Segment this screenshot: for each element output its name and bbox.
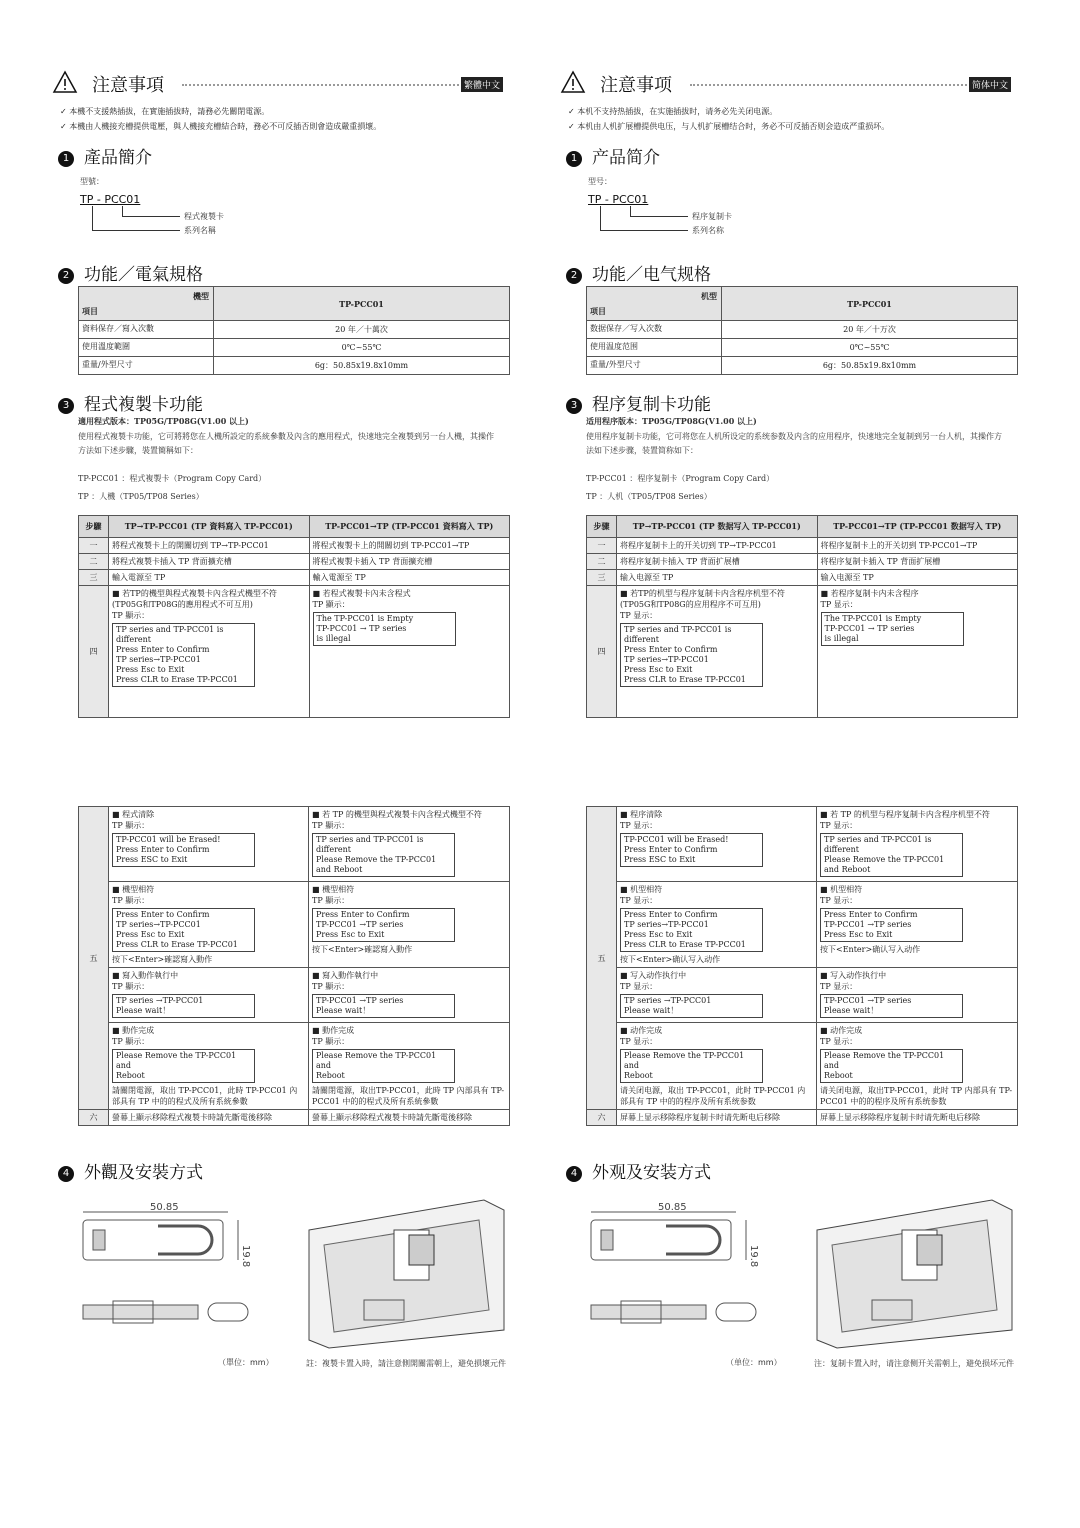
tp-install-illustration [304,1190,509,1350]
screen-line: Press ESC to Exit [624,855,696,864]
screen-line: Reboot [624,1071,653,1080]
spec-corner: 机型 项目 [587,287,722,321]
tp-screen-message [112,1049,255,1083]
tp-screen-message [620,833,763,867]
cell-text: (TP05G和TP08G的应用程序不可互用) [620,600,761,609]
tp-screen-message [312,994,455,1018]
cell-text: ■ 机型相符 [620,885,663,894]
tp-screen-message [620,1049,763,1083]
screen-line: Please Remove the TP-PCC01 and [624,1051,745,1070]
tp-screen-message [112,833,255,867]
table-row: 六 螢幕上顯示移除程式複製卡時請先斷電後移除 螢幕上顯示移除程式複製卡時請先斷電後移除 [79,1110,510,1126]
warning-note: ✓ 本機由人機接充槽提供電壓，與人機接充槽結合時，務必不可反插否則會造成嚴重損壞。 [60,122,382,131]
screen-line: TP series and TP-PCC01 is different [316,835,424,854]
cell-text: 按下<Enter>確認寫入動作 [112,955,213,964]
warning-title: 注意事项 [600,75,672,96]
section-2-title: 2 功能／電氣規格 [58,260,203,285]
tp-screen-message [312,1049,455,1083]
screen-line: Press CLR to Erase TP-PCC01 [624,940,746,949]
cell-text: ■ 动作完成 [820,1026,863,1035]
screen-line: Reboot [316,1071,345,1080]
screen-line: TP-PCC01 → TP series [316,624,407,633]
spec-model: TP-PCC01 [214,287,510,321]
table-row [79,357,510,375]
screen-line: Reboot [116,1071,145,1080]
table-row [79,968,510,1023]
description: 使用程序复制卡功能，它可将您在人机所设定的系统参数及内含的应用程序，快速地完全复制到另一台人机，其操作方法如下述步骤，装置简称如下： [586,432,1002,455]
screen-line: TP-PCC01 → TP series [824,624,915,633]
cell-text: ■ 若程式複製卡內未含程式 [312,589,411,598]
screen-line: Press Enter to Confirm [116,910,210,919]
cell-text: ■ 若TP的机型与程序复制卡内含程序机型不符 [620,589,785,598]
model-label: 型號： [80,177,104,186]
tp-screen-message [820,833,963,877]
number-3-icon: 3 [566,398,582,414]
cell-text: ■ 写入动作执行中 [620,971,687,980]
dimension-height: 19.8 [748,1245,759,1268]
language-badge: 简体中文 [969,77,1011,92]
table-row: 三 输入电源至 TP 输入电源至 TP [587,570,1018,586]
cell-text: ■ 動作完成 [112,1026,155,1035]
cell-text: TP 显示： [620,821,658,830]
number-3-icon: 3 [58,398,74,414]
section-3-title: 3 程序复制卡功能 [566,390,711,415]
tp-screen-message [112,994,255,1018]
branch-label: 系列名称 [692,226,724,235]
screen-line: TP-PCC01 →TP series [316,920,404,929]
tree-line [600,206,601,230]
abbreviation: TP-PCC01 ：程序复制卡（Program Copy Card） [586,474,775,483]
cell-text: TP 顯示： [112,1037,150,1046]
table-row [79,882,510,968]
table-row: 四 ■ 若TP的机型与程序复制卡内含程序机型不符 (TP05G和TP08G的应用程序不可互用) TP 显示： TP series and TP-PCC01 is different Press Enter to Confirm TP series→TP-PCC01 Press Esc to Exit Press CLR to Erase TP-PCC01 ■ 若程序复制卡内未含程序 TP 显示： The TP-PCC01 is Empty TP-PCC01 → TP series is illegal [587,586,1018,718]
screen-line: TP-PCC01 →TP series [316,996,404,1005]
screen-line: Please wait！ [624,1006,679,1015]
cell-text: TP 顯示： [112,896,150,905]
model-code: TP - PCC01 [588,193,649,206]
screen-line: TP-PCC01 →TP series [824,920,912,929]
screen-line: TP series→TP-PCC01 [624,655,709,664]
screen-line: and Reboot [316,865,363,874]
screen-line: Please Remove the TP-PCC01 and [316,1051,437,1070]
section-4-title: 4 外觀及安裝方式 [58,1158,203,1183]
screen-line: TP-PCC01 will be Erased! [624,835,729,844]
branch-label: 程式複製卡 [184,212,224,221]
cell-text: ■ 程式清除 [112,810,155,819]
table-row: 一 将程序复制卡上的开关切到 TP→TP-PCC01 将程序复制卡上的开关切到 TP-PCC01→TP [587,538,1018,554]
dimension-width: 50.85 [150,1202,179,1213]
section-2-title: 2 功能／电气规格 [566,260,711,285]
cell-text: ■ 程序清除 [620,810,663,819]
tp-screen-message [620,623,763,687]
dimension-height: 19.8 [240,1245,251,1268]
spec-model: TP-PCC01 [722,287,1018,321]
check-icon: ✓ [568,122,578,131]
warning-header [560,70,1015,96]
section-4-title: 4 外观及安装方式 [566,1158,711,1183]
cell-text: TP 显示： [620,896,658,905]
tp-install-illustration [812,1190,1017,1350]
abbreviation: TP ：人机（TP05/TP08 Series） [586,492,712,501]
abbreviation: TP-PCC01 ：程式複製卡（Program Copy Card） [78,474,267,483]
cell-text: ■ 若程序复制卡内未含程序 [820,589,919,598]
table-row [587,357,1018,375]
cell-text: 请关闭电源，取出TP-PCC01，此时 TP 内部具有 TP-PCC01 中的的程序及所有系统参数 [820,1086,1013,1106]
number-4-icon: 4 [566,1166,582,1182]
tp-screen-message [620,994,763,1018]
table-row [587,882,1018,968]
steps-table: 步骤 TP→TP-PCC01 (TP 数据写入 TP-PCC01) TP-PCC01→TP (TP-PCC01 数据写入 TP) 一 将程序复制卡上的开关切到 TP→TP-PCC01 将程序复制卡上的开关切到 TP-PCC01→TP 二 将程序复制卡插入 TP 背面扩展槽 将程序复制卡插入 TP 背面扩展槽 三 输入电源至 TP 输入电源至 TP 四 ■ 若TP的机型与程序复制卡内含程序机型不符 (TP05G和TP08G的应用程序不可互用) TP 显示： TP series and TP-PCC01 is different Press Enter to Confirm TP series→TP-PCC01 Press Esc to Exit Press CLR to Erase TP-PCC01 ■ 若程序复制卡内未含程序 TP 显示： The TP-PCC01 is Empty TP-PCC01 → TP series is illegal [586,515,1018,718]
screen-line: Press Enter to Confirm [624,645,718,654]
screen-line: Press Enter to Confirm [824,910,918,919]
cell-text: ■ 写入动作执行中 [820,971,887,980]
screen-line: Press Esc to Exit [316,930,385,939]
number-2-icon: 2 [58,268,74,284]
cell-text: 請關閉電源，取出TP-PCC01，此時 TP 內部具有 TP-PCC01 中的的程式及所有系統參數 [312,1086,505,1106]
screen-line: TP-PCC01 →TP series [824,996,912,1005]
unit-caption: （单位：mm） [726,1358,782,1367]
cell-text: TP 顯示： [112,611,150,620]
cell-text: TP 显示： [620,611,658,620]
cell-text: TP 顯示： [112,821,150,830]
warning-note: ✓ 本機不支援熱插拔，在實施插拔時，請務必先關閉電源。 [60,107,270,116]
steps-table-continued [586,806,1018,1126]
screen-line: Press CLR to Erase TP-PCC01 [116,675,238,684]
number-2-icon: 2 [566,268,582,284]
screen-line: Please wait！ [824,1006,879,1015]
tp-screen-message [821,612,964,646]
screen-line: Press Esc to Exit [624,665,693,674]
cell-text: ■ 寫入動作執行中 [312,971,379,980]
check-icon: ✓ [60,122,70,131]
cell-text: ■ 机型相符 [820,885,863,894]
divider [182,84,467,86]
spec-item: 重量/外型尺寸 [79,357,214,375]
screen-line: Press CLR to Erase TP-PCC01 [624,675,746,684]
language-badge: 繁體中文 [461,77,503,92]
table-row [587,339,1018,357]
screen-line: TP series and TP-PCC01 is different [824,835,932,854]
cell-text: TP 顯示： [112,982,150,991]
screen-line: Press Enter to Confirm [624,845,718,854]
number-4-icon: 4 [58,1166,74,1182]
table-row: 二 将程序复制卡插入 TP 背面扩展槽 将程序复制卡插入 TP 背面扩展槽 [587,554,1018,570]
table-row: 六 屏幕上显示移除程序复制卡时请先断电后移除 屏幕上显示移除程序复制卡时请先断电后移除 [587,1110,1018,1126]
spec-value: 6g：50.85x19.8x10mm [214,357,510,375]
warning-triangle-icon [560,70,586,94]
model-code: TP - PCC01 [80,193,141,206]
warning-note: ✓ 本机由人机扩展槽提供电压，与人机扩展槽结合时，务必不可反插否则会造成严重损坏。 [568,122,890,131]
screen-line: Please wait！ [116,1006,171,1015]
cell-text: TP 显示： [820,896,858,905]
table-row: 一 將程式複製卡上的開關切到 TP→TP-PCC01 將程式複製卡上的開關切到 TP-PCC01→TP [79,538,510,554]
cell-text: TP 显示： [620,982,658,991]
tp-screen-message [820,1049,963,1083]
table-row [79,321,510,339]
branch-label: 系列名稱 [184,226,216,235]
screen-line: Please Remove the TP-PCC01 and [116,1051,237,1070]
section-1-title: 1 产品简介 [566,143,660,168]
screen-line: Reboot [824,1071,853,1080]
tp-screen-message [112,623,255,687]
section-1-title: 1 產品簡介 [58,143,152,168]
screen-line: TP series →TP-PCC01 [116,996,204,1005]
branch-label: 程序复制卡 [692,212,732,221]
cell-text: 请关闭电源，取出 TP-PCC01，此时 TP-PCC01 内部具有 TP 中的的程序及所有系统参数 [620,1086,806,1106]
warning-header [52,70,507,96]
screen-line: TP series and TP-PCC01 is different [624,625,732,644]
cell-text: TP 顯示： [312,896,350,905]
model-label: 型号： [588,177,612,186]
screen-line: is illegal [316,634,351,643]
tree-line [122,206,123,216]
version-note: 适用程序版本：TP05G/TP08G(V1.00 以上) [586,416,757,426]
cell-text: TP 显示： [620,1037,658,1046]
table-row: 二 將程式複製卡插入 TP 背面擴充槽 將程式複製卡插入 TP 背面擴充槽 [79,554,510,570]
screen-line: Press Esc to Exit [116,930,185,939]
screen-line: Press Esc to Exit [824,930,893,939]
screen-line: TP series →TP-PCC01 [624,996,712,1005]
install-note: 注：复制卡置入时，请注意侧开关需朝上，避免损坏元件 [814,1359,1014,1368]
screen-line: Press CLR to Erase TP-PCC01 [116,940,238,949]
cell-text: ■ 若 TP 的机型与程序复制卡内含程序机型不符 [820,810,990,819]
spec-corner: 機型 項目 [79,287,214,321]
number-1-icon: 1 [566,151,582,167]
tree-line [122,216,180,217]
spec-item: 資料保存／寫入次數 [79,321,214,339]
table-row [587,968,1018,1023]
screen-line: is illegal [824,634,859,643]
tree-line [92,230,180,231]
table-row [587,1023,1018,1110]
screen-line: TP series→TP-PCC01 [116,920,201,929]
warning-note: ✓ 本机不支持热插拔，在实施插拔时，请务必先关闭电源。 [568,107,778,116]
cell-text: ■ 若 TP 的機型與程式複製卡內含程式機型不符 [312,810,482,819]
cell-text: TP 显示： [820,600,858,609]
cell-text: TP 显示： [820,982,858,991]
table-row: 四 ■ 若TP的機型與程式複製卡內含程式機型不符 (TP05G和TP08G的應用程式不可互用) TP 顯示： TP series and TP-PCC01 is different Press Enter to Confirm TP series→TP-PCC01 Press Esc to Exit Press CLR to Erase TP-PCC01 ■ 若程式複製卡內未含程式 TP 顯示： The TP-PCC01 is Empty TP-PCC01 → TP series is illegal [79,586,510,718]
screen-line: The TP-PCC01 is Empty [316,614,414,623]
spec-value: 20 年／十萬次 [214,321,510,339]
tp-screen-message [312,908,455,942]
cell-text: TP 顯示： [312,1037,350,1046]
screen-line: Press ESC to Exit [116,855,188,864]
check-icon: ✓ [60,107,70,116]
tp-screen-message [312,833,455,877]
tree-line [630,206,631,216]
number-1-icon: 1 [58,151,74,167]
tree-line [92,206,93,230]
tree-line [630,216,688,217]
warning-notes [568,104,889,134]
screen-line: Please Remove the TP-PCC01 and [824,1051,945,1070]
screen-line: Press Enter to Confirm [316,910,410,919]
tree-line [600,230,688,231]
version-note: 適用程式版本：TP05G/TP08G(V1.00 以上) [78,416,249,426]
screen-line: Press Esc to Exit [624,930,693,939]
tp-screen-message [820,908,963,942]
screen-line: Press Enter to Confirm [624,910,718,919]
screen-line: Press Enter to Confirm [116,645,210,654]
table-row: 五 ■ 程序清除 TP 显示： TP-PCC01 will be Erased! Press Enter to Confirm Press ESC to Exit ■ 若 TP 的机型与程序复制卡内含程序机型不符 TP 显示： TP series and TP-PCC01 is different Please Remove the TP-PCC01 and Reboot [587,807,1018,882]
tp-screen-message [820,994,963,1018]
tp-screen-message [112,908,255,952]
cell-text: ■ 動作完成 [312,1026,355,1035]
cell-text: TP 显示： [820,821,858,830]
spec-value: 0℃~55℃ [214,339,510,357]
spec-value: 20 年／十万次 [722,321,1018,339]
section-3-title: 3 程式複製卡功能 [58,390,203,415]
spec-item: 使用溫度範圍 [79,339,214,357]
warning-triangle-icon [52,70,78,94]
screen-line: and Reboot [824,865,871,874]
card-dimension-drawing [586,1200,776,1340]
cell-text: TP 顯示： [312,600,350,609]
table-row: 三 輸入電源至 TP 輸入電源至 TP [79,570,510,586]
screen-line: TP-PCC01 will be Erased! [116,835,221,844]
table-row: 五 ■ 程式清除 TP 顯示： TP-PCC01 will be Erased! Press Enter to Confirm Press ESC to Exit ■ 若 TP 的機型與程式複製卡內含程式機型不符 TP 顯示： TP series and TP-PCC01 is different Please Remove the TP-PCC01 and Reboot [79,807,510,882]
spec-item: 重量/外型尺寸 [587,357,722,375]
tp-screen-message [620,908,763,952]
install-note: 註：複製卡置入時，請注意側開關需朝上，避免損壞元件 [306,1359,506,1368]
right-column [560,0,1020,1528]
screen-line: TP series and TP-PCC01 is different [116,625,224,644]
spec-table [78,286,510,375]
screen-line: Please wait！ [316,1006,371,1015]
spec-table [586,286,1018,375]
table-row [79,339,510,357]
cell-text: ■ 寫入動作執行中 [112,971,179,980]
spec-value: 6g：50.85x19.8x10mm [722,357,1018,375]
screen-line: TP series→TP-PCC01 [116,655,201,664]
cell-text: (TP05G和TP08G的應用程式不可互用) [112,600,253,609]
warning-notes [60,104,381,134]
cell-text: ■ 若TP的機型與程式複製卡內含程式機型不符 [112,589,277,598]
screen-line: TP series→TP-PCC01 [624,920,709,929]
cell-text: TP 顯示： [312,982,350,991]
spec-item: 数据保存／写入次数 [587,321,722,339]
table-row [79,1023,510,1110]
dimension-width: 50.85 [658,1202,687,1213]
cell-text: TP 顯示： [312,821,350,830]
steps-table-continued [78,806,510,1126]
screen-line: Press Esc to Exit [116,665,185,674]
left-column [52,0,512,1528]
cell-text: 請關閉電源，取出 TP-PCC01，此時 TP-PCC01 內部具有 TP 中的的程式及所有系統參數 [112,1086,298,1106]
cell-text: 按下<Enter>確認寫入動作 [312,945,413,954]
cell-text: ■ 动作完成 [620,1026,663,1035]
cell-text: ■ 機型相符 [112,885,155,894]
unit-caption: （單位：mm） [218,1358,274,1367]
description: 使用程式複製卡功能，它可將將您在人機所設定的系統參數及內含的應用程式，快速地完全複製到另一台人機，其操作方法如下述步驟，裝置簡稱如下： [78,432,494,455]
screen-line: The TP-PCC01 is Empty [824,614,922,623]
screen-line: Please Remove the TP-PCC01 [824,855,945,864]
cell-text: TP 显示： [820,1037,858,1046]
tp-screen-message [313,612,456,646]
spec-value: 0℃~55℃ [722,339,1018,357]
cell-text: 按下<Enter>确认写入动作 [820,945,921,954]
screen-line: Please Remove the TP-PCC01 [316,855,437,864]
card-dimension-drawing [78,1200,268,1340]
warning-title: 注意事項 [92,75,164,96]
steps-table: 步驟 TP→TP-PCC01 (TP 資料寫入 TP-PCC01) TP-PCC01→TP (TP-PCC01 資料寫入 TP) 一 將程式複製卡上的開關切到 TP→TP-PCC01 將程式複製卡上的開關切到 TP-PCC01→TP 二 將程式複製卡插入 TP 背面擴充槽 將程式複製卡插入 TP 背面擴充槽 三 輸入電源至 TP 輸入電源至 TP 四 ■ 若TP的機型與程式複製卡內含程式機型不符 (TP05G和TP08G的應用程式不可互用) TP 顯示： TP series and TP-PCC01 is different Press Enter to Confirm TP series→TP-PCC01 Press Esc to Exit Press CLR to Erase TP-PCC01 ■ 若程式複製卡內未含程式 TP 顯示： The TP-PCC01 is Empty TP-PCC01 → TP series is illegal [78,515,510,718]
screen-line: Press Enter to Confirm [116,845,210,854]
table-row [587,321,1018,339]
divider [690,84,975,86]
spec-item: 使用温度范围 [587,339,722,357]
cell-text: ■ 機型相符 [312,885,355,894]
abbreviation: TP ：人機（TP05/TP08 Series） [78,492,204,501]
check-icon: ✓ [568,107,578,116]
cell-text: 按下<Enter>确认写入动作 [620,955,721,964]
